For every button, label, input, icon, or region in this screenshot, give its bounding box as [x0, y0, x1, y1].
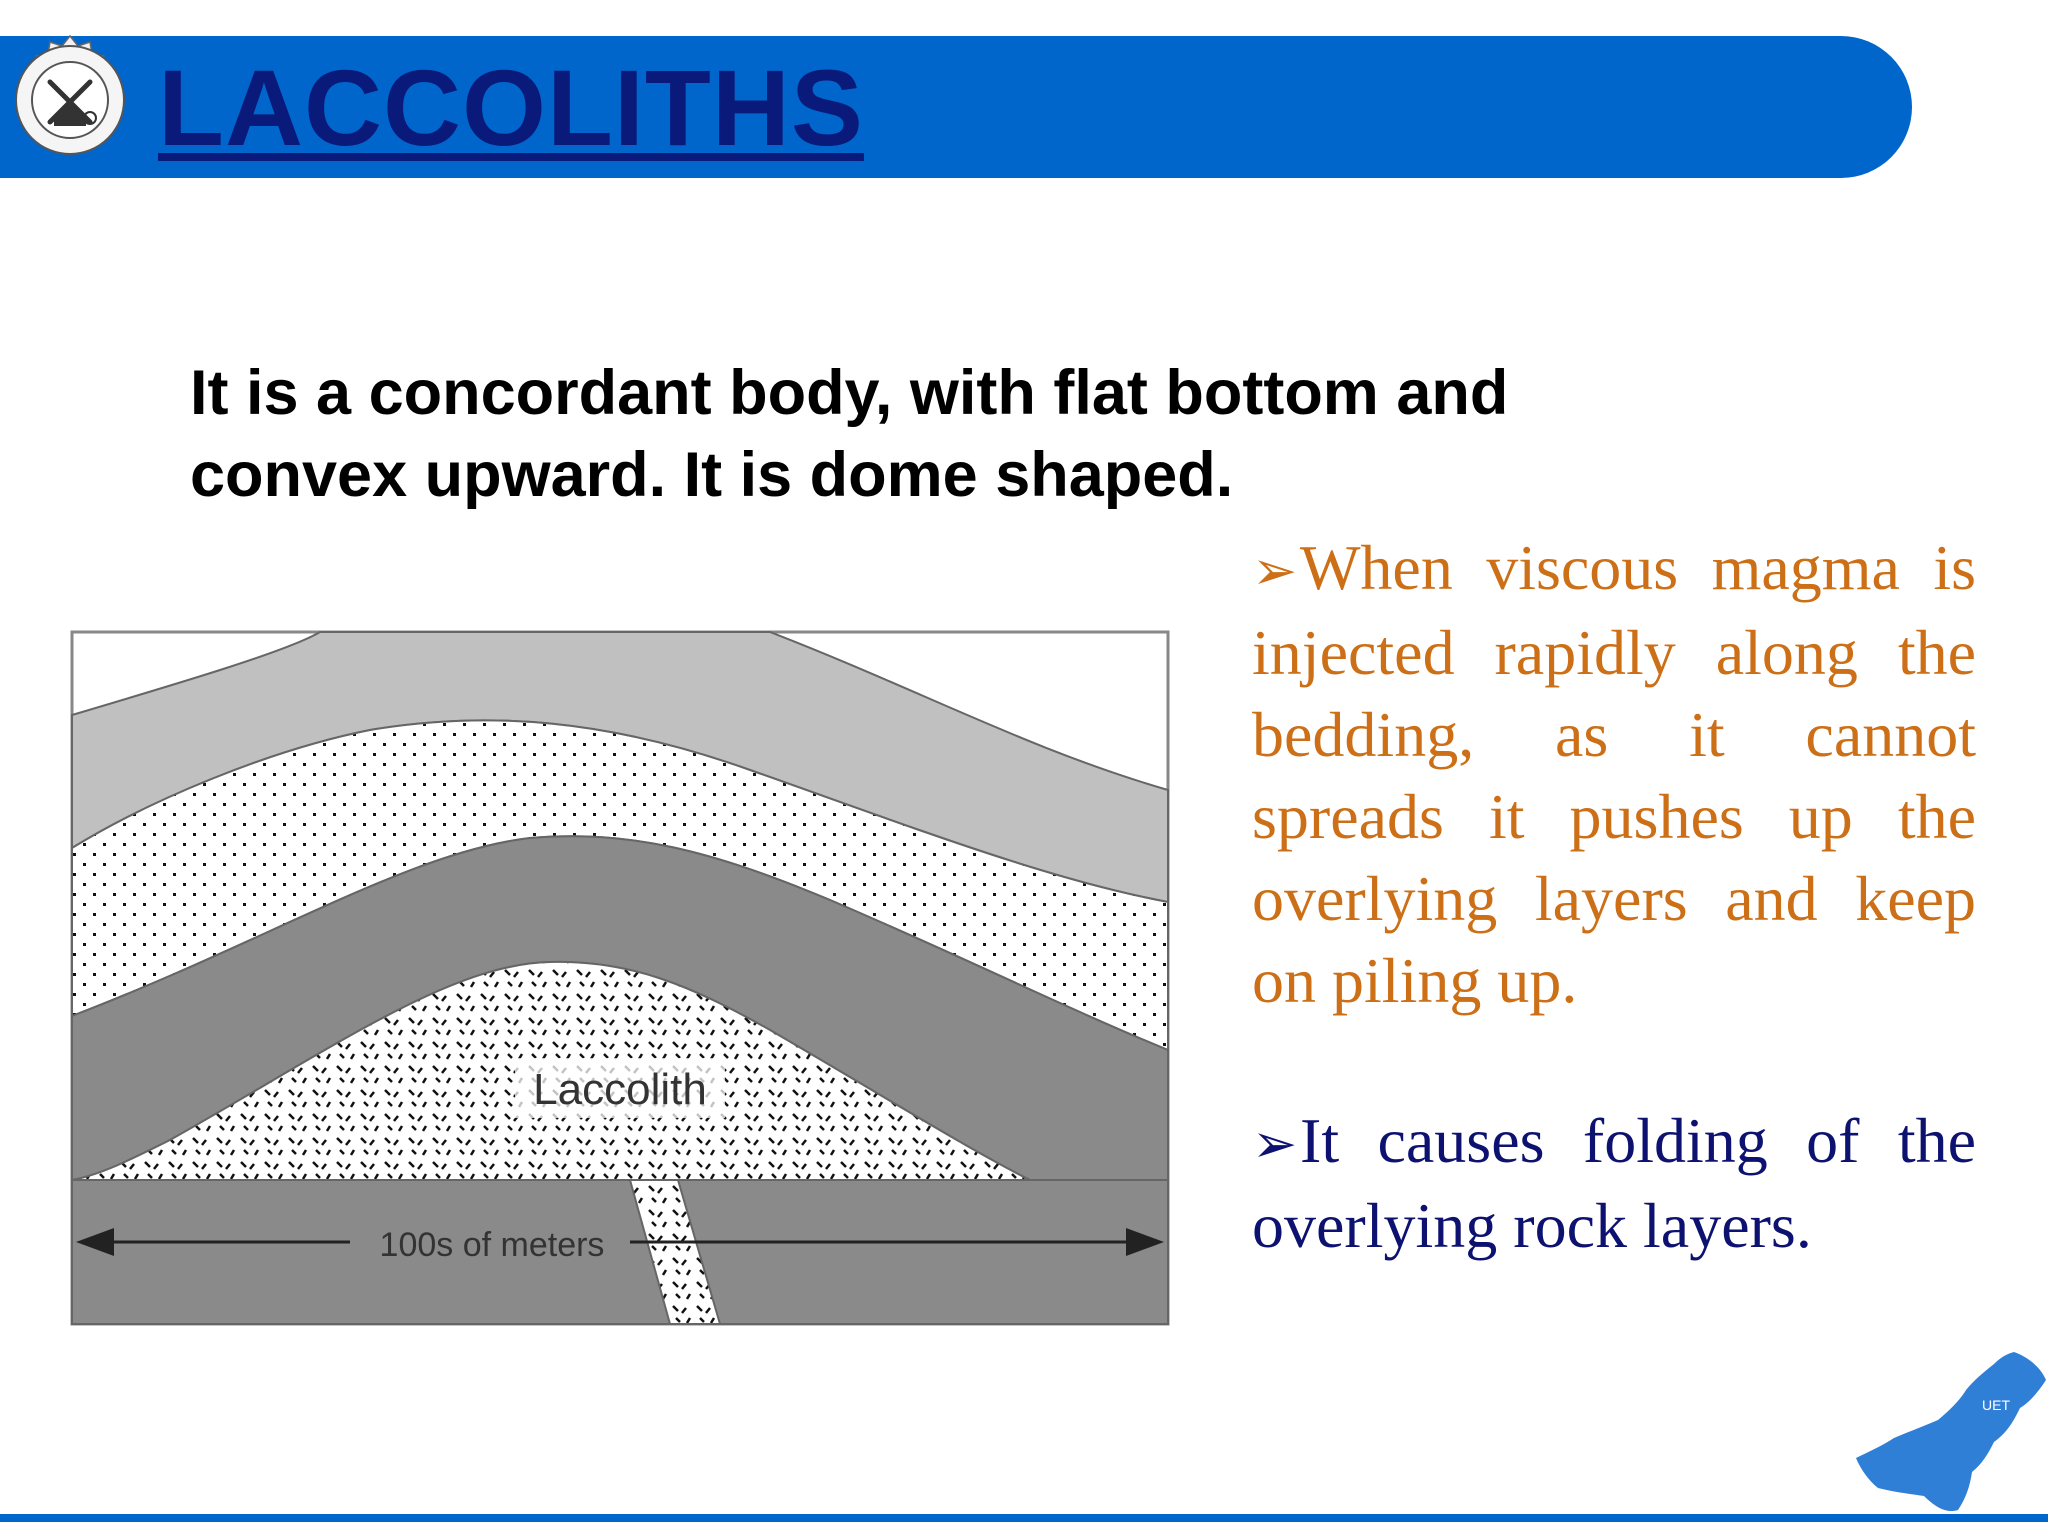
- bullet-text: When viscous magma is injected rapidly along the bedding, as it cannot spreads it pushes up the overlying layers and keep on piling up.: [1252, 532, 1976, 1016]
- bullet-text: It causes folding of the overlying rock layers.: [1252, 1105, 1976, 1261]
- department-logo-icon: [2, 32, 138, 168]
- laccolith-diagram: [70, 630, 1170, 1326]
- laccolith-label: Laccolith: [533, 1065, 707, 1114]
- bullet-arrow-icon: ➢: [1252, 1114, 1298, 1174]
- footer-divider: [0, 1514, 2048, 1522]
- bullet-arrow-icon: ➢: [1252, 541, 1298, 601]
- intro-text: It is a concordant body, with flat bottom and convex upward. It is dome shaped.: [190, 358, 1509, 510]
- slide-title: LACCOLITHS: [158, 47, 864, 168]
- map-label: UET: [1982, 1397, 2010, 1413]
- base-rock-layer: [72, 1180, 1168, 1324]
- bullet-magma-injection: [1252, 527, 1976, 1022]
- pakistan-map-icon: [1854, 1346, 2048, 1516]
- bullet-folding: [1252, 1100, 1976, 1267]
- scale-label: 100s of meters: [379, 1226, 605, 1264]
